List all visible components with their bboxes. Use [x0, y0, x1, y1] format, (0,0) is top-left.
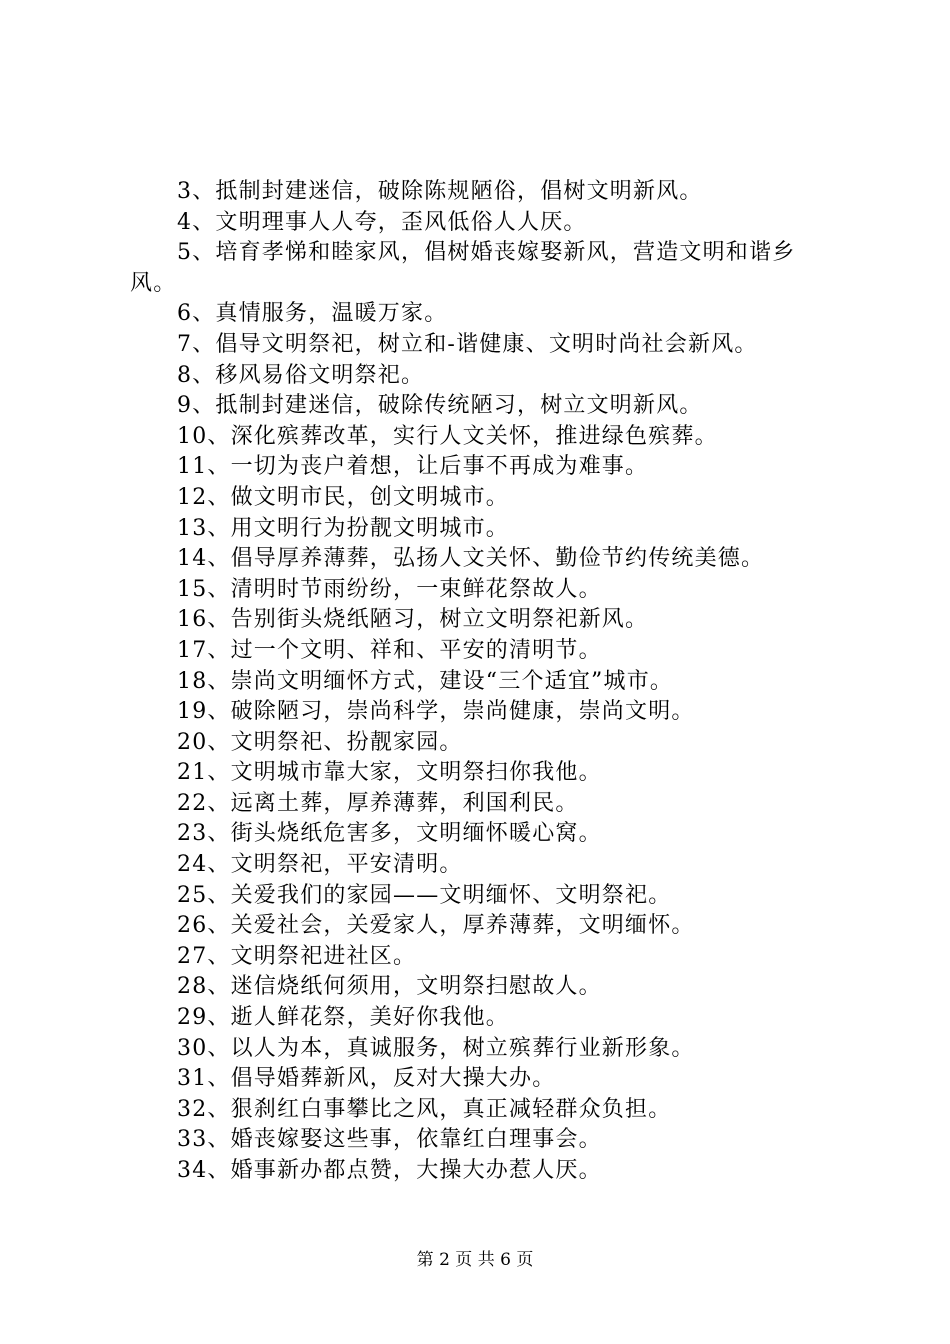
list-item: 26、关爱社会，关爱家人，厚养薄葬，文明缅怀。 — [177, 913, 695, 939]
list-item: 15、清明时节雨纷纷，一束鲜花祭故人。 — [177, 576, 602, 602]
list-item: 9、抵制封建迷信，破除传统陋习，树立文明新风。 — [177, 393, 703, 419]
list-item: 11、一切为丧户着想，让后事不再成为难事。 — [177, 454, 649, 480]
list-item: 19、破除陋习，崇尚科学，崇尚健康，崇尚文明。 — [177, 699, 695, 725]
list-item: 22、远离土葬，厚养薄葬，利国利民。 — [177, 790, 579, 816]
list-item: 16、告别街头烧纸陋习，树立文明祭祀新风。 — [177, 607, 649, 633]
document-body — [130, 177, 835, 1187]
list-item: 10、深化殡葬改革，实行人文关怀，推进绿色殡葬。 — [177, 423, 718, 449]
list-item: 8、移风易俗文明祭祀。 — [177, 362, 425, 388]
list-item: 34、婚事新办都点赞，大操大办惹人厌。 — [177, 1158, 602, 1183]
page-number-footer: 第 2 页 共 6 页 — [416, 1250, 534, 1270]
list-item: 13、用文明行为扮靓文明城市。 — [177, 515, 509, 541]
list-item: 24、文明祭祀，平安清明。 — [177, 852, 463, 878]
list-item: 5、培育孝悌和睦家风，倡树婚丧嫁娶新风，营造文明和谐乡风。 — [130, 240, 796, 296]
list-item: 14、倡导厚养薄葬，弘扬人文关怀、勤俭节约传统美德。 — [177, 546, 765, 572]
list-item: 32、狠刹红白事攀比之风，真正减轻群众负担。 — [177, 1096, 672, 1122]
list-item: 33、婚丧嫁娶这些事，依靠红白理事会。 — [177, 1127, 602, 1153]
list-item: 20、文明祭祀、扮靓家园。 — [177, 729, 463, 755]
list-item: 25、关爱我们的家园——文明缅怀、文明祭祀。 — [177, 882, 672, 908]
list-item: 6、真情服务，温暖万家。 — [177, 301, 448, 327]
list-item: 29、逝人鲜花祭，美好你我他。 — [177, 1005, 509, 1031]
list-item: 21、文明城市靠大家，文明祭扫你我他。 — [177, 760, 602, 786]
list-item: 4、文明理事人人夸，歪风低俗人人厌。 — [177, 209, 587, 235]
list-item: 28、迷信烧纸何须用，文明祭扫慰故人。 — [177, 974, 602, 1000]
list-item: 27、文明祭祀进社区。 — [177, 943, 417, 969]
list-item: 30、以人为本，真诚服务，树立殡葬行业新形象。 — [177, 1035, 695, 1061]
list-item: 17、过一个文明、祥和、平安的清明节。 — [177, 637, 602, 663]
list-item: 7、倡导文明祭祀，树立和-谐健康、文明时尚社会新风。 — [177, 331, 758, 357]
list-item: 23、街头烧纸危害多，文明缅怀暖心窝。 — [177, 821, 602, 847]
list-item: 31、倡导婚葬新风，反对大操大办。 — [177, 1066, 556, 1092]
list-item: 18、崇尚文明缅怀方式，建设“三个适宜”城市。 — [177, 668, 674, 694]
list-item: 12、做文明市民，创文明城市。 — [177, 484, 509, 510]
list-item: 3、抵制封建迷信，破除陈规陋俗，倡树文明新风。 — [177, 179, 703, 204]
